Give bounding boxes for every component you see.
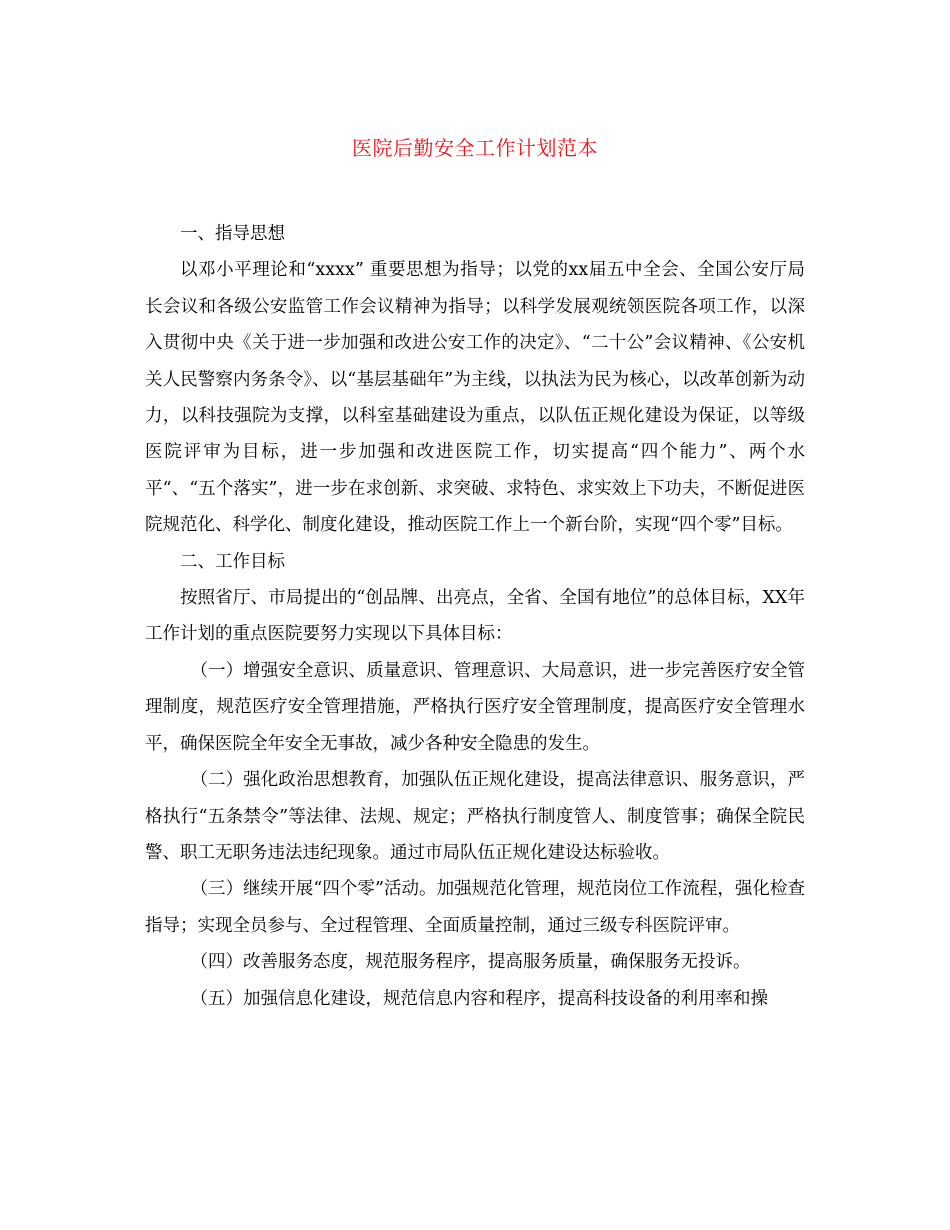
- goal-item-4: （四）改善服务态度，规范服务程序，提高服务质量，确保服务无投诉。: [190, 952, 751, 973]
- goal-item-2: （二）强化政治思想教育，加强队伍正规化建设，提高法律意识、服务意识，严格执行“五条禁令”等法律、法规、规定；严格执行制度管人、制度管事；确保全院民警、职工无职务违法违纪现象。通过市局队伍正规化建设达标验收。: [145, 770, 805, 863]
- document-body: [145, 216, 805, 1017]
- goal-item-5: （五）加强信息化建设，规范信息内容和程序，提高科技设备的利用率和操: [190, 988, 768, 1009]
- goal-item-3: （三）继续开展“四个零”活动。加强规范化管理，规范岗位工作流程，强化检查指导；实现全员参与、全过程管理、全面质量控制，通过三级专科医院评审。: [145, 879, 805, 936]
- paragraph-guiding-ideology: 以邓小平理论和“xxxx” 重要思想为指导；以党的xx届五中全会、全国公安厅局长会议和各级公安监管工作会议精神为指导；以科学发展观统领医院各项工作，以深入贯彻中央《关于进一步加强和改进公安工作的决定》、“二十公”会议精神、《公安机关人民警察内务条令》、以“基层基础年”为主线，以执法为民为核心，以改革创新为动力，以科技强院为支撑，以科室基础建设为重点，以队伍正规化建设为保证，以等级医院评审为目标，进一步加强和改进医院工作，切实提高“四个能力”、两个水平“、“五个落实”，进一步在求创新、求突破、求特色、求实效上下功夫，不断促进医院规范化、科学化、制度化建设，推动医院工作上一个新台阶，实现“四个零”目标。: [145, 260, 805, 536]
- paragraph-work-goals-intro: 按照省厅、市局提出的“创品牌、出亮点，全省、全国有地位”的总体目标，XX年工作计划的重点医院要努力实现以下具体目标：: [145, 588, 805, 645]
- goal-item-1: （一）增强安全意识、质量意识、管理意识、大局意识，进一步完善医疗安全管理制度，规范医疗安全管理措施，严格执行医疗安全管理制度，提高医疗安全管理水平，确保医院全年安全无事故，减少各种安全隐患的发生。: [145, 660, 805, 754]
- section-heading-work-goals: 二、工作目标: [180, 551, 285, 572]
- document-title: 医院后勤安全工作计划范本: [352, 136, 598, 160]
- section-heading-guiding-ideology: 一、指导思想: [180, 224, 285, 244]
